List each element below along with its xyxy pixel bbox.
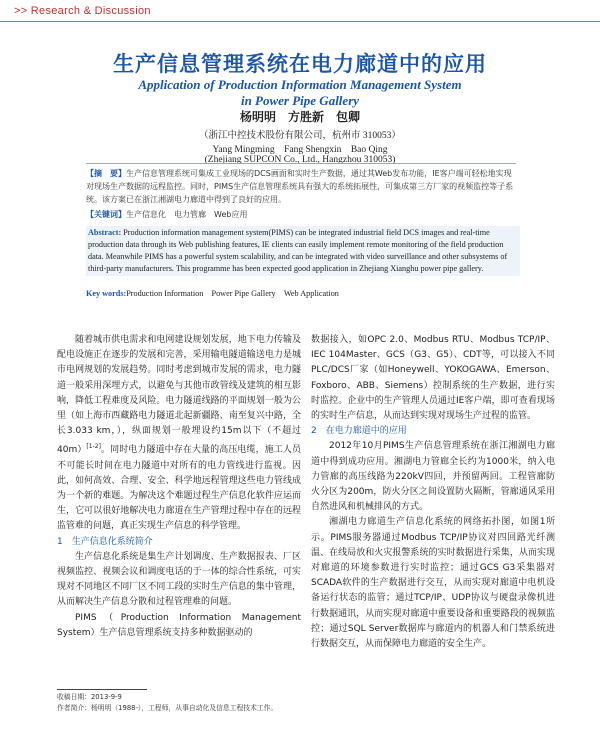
title-cn: 生产信息管理系统在电力廊道中的应用	[113, 52, 487, 76]
paragraph-text: 。同时电力隧道中存在大量的高压电缆，施工人员不可能长时间在电力隧道中对所有的电力管线进行监视。因此，如何高效、合理、安全、科学地远程管理这些电力管线成为一个新的难题。为解决这个难题过程生产信息化软件应运而生，它可以很好地解决电力廊道在生产管理过程中存在的远程监管难的问题，真正实现生产信息的科学管理。	[57, 445, 301, 532]
paragraph: PIMS（Production Information Management System）生产信息管理系统支持多种数据驱动的	[57, 612, 301, 638]
abstract-divider	[86, 163, 516, 164]
abstract-en-label: Abstract:	[88, 228, 122, 237]
paragraph: 数据接入，如OPC 2.0、Modbus RTU、Modbus TCP/IP、IEC 104Master、GCS（G3、G5）、CDT等，可以接入不同PLC/DCS厂家（如Honeywell、YOKOGAWA、Emerson、Foxboro、ABB、Siemens）控制系统的生产数据，进行实时监控。企业中的生产管理人员通过IE客户端，即可查看现场的实时生产信息，从而达到实现对现场生产过程的监管。	[311, 335, 555, 422]
received-date: 收稿日期：2013-9-9	[57, 693, 122, 701]
paragraph-text: 随着城市供电需求和电网建设规划发展，地下电力传输及配电设施正在逐步的发展和完善，采用输电隧道输送电力是城市电网规划的发展趋势。同时考虑到城市发展的需求，电力隧道一般采用深埋方式，以避免与其他市政管线及建筑的相互影响，降低工程难度及风险。电力隧道线路的平面规划一般为公里（如上海市西藏路电力隧道北起新疆路、南至复兴中路，全长3.033 km，），纵面规划一般埋设约15m以下（不超过40m）	[57, 335, 301, 456]
paragraph: 2012年10月PIMS生产信息管理系统在浙江湘湖电力廊道中得到成功应用。湘湖电力管廊全长约为1000米，纳入电力管廊的高压线路为220kV四回，并预留两回。工程管廊防火分区为200m，防火分区之间设置防火隔断，管廊通风采用自然进风和机械排风的方式。	[311, 441, 555, 513]
section-label: >> Research & Discussion	[14, 5, 151, 17]
title-en-line1: Application of Production Information Management System	[138, 77, 462, 92]
section-heading: 1 生产信息化系统简介	[57, 536, 153, 547]
keywords-en	[86, 288, 516, 299]
affiliation-en: (Zhejiang SUPCON Co., Ltd., Hangzhou 310053)	[204, 155, 396, 165]
keywords-cn-label: 【关键词】	[86, 210, 126, 219]
citation: [1-2]	[86, 443, 101, 451]
abstract-en	[86, 226, 520, 276]
title-en-line2: in Power Pipe Gallery	[240, 93, 360, 108]
section-header	[0, 0, 600, 22]
section-heading: 2 在电力廊道中的应用	[311, 426, 407, 437]
keywords-cn-text: 生产信息化 电力管廊 Web应用	[126, 210, 248, 219]
affiliation-cn: （浙江中控技术股份有限公司，杭州市 310053）	[199, 131, 401, 141]
abstract-cn-label: 【摘 要】	[86, 169, 126, 178]
abstract-cn-text: 生产信息管理系统可集成工业现场的DCS画面和实时生产数据，通过其Web发布功能，IE客户端可轻松地实现对现场生产数据的远程监控。同时，PIMS生产信息管理系统具有强大的系统拓展性，可集成第三方厂家的视频监控等子系统。该方案已在浙江湘湖电力廊道中得到了良好的应用。	[86, 169, 514, 204]
authors-en: Yang Mingming Fang Shengxin Bao Qing	[212, 145, 388, 155]
abstract-en-text: Production information management system(PIMS) can be integrated industrial field DCS images and real-time production data through its Web publishing features, IE clients can easily implement remote monitoring of the field production data. Meanwhile PIMS has a powerful system scalability, and can be integrated with video surveillance and other subsystems of third-party manufacturers. This programme has been expected good application in Zhejiang Xianghu power pipe gallery.	[88, 228, 508, 273]
footnote	[57, 692, 301, 714]
abstract-cn	[86, 167, 516, 206]
body-left-column	[57, 333, 301, 641]
body-right-column	[311, 333, 555, 652]
authors-cn: 杨明明 方胜新 包卿	[239, 110, 360, 124]
header-rule	[0, 21, 600, 22]
paragraph: 湘湖电力廊道生产信息化系统的网络拓扑图，如图1所示。PIMS服务器通过Modbus TCP/IP协议对四回路光纤测温、在线局放和火灾报警系统的实时数据进行采集，从而实现对廊道的环境参数进行实时监控；通过GCS G3采集器对SCADA软件的生产数据进行交互，从而实现对廊道中电机设备运行状态的监管；通过TCP/IP、UDP协议与硬盘录像机进行数据通讯，从而实现对廊道中重要设备和重要路段的视频监控；通过SQL Server数据库与廊道内的机器人和门禁系统进行数据交互，从而保障电力廊道的安全生产。	[311, 517, 555, 650]
footnote-rule	[57, 689, 147, 690]
keywords-en-text: Production Information Power Pipe Gallery Web Application	[126, 289, 339, 298]
keywords-cn	[86, 209, 516, 220]
paragraph	[57, 333, 301, 535]
paragraph: 生产信息化系统是集生产计划调度、生产数据报表、厂区视频监控、视频会议和调度电话的于一体的综合性系统，可实现对不同地区不同厂区不同工段的实时生产信息的集中管理，从而解决生产信息分散和过程管理难的问题。	[57, 551, 301, 608]
author-bio: 作者简介：杨明明（1988-），工程师，从事自动化及信息工程技术工作。	[57, 704, 278, 712]
keywords-en-label: Key words:	[86, 289, 127, 298]
